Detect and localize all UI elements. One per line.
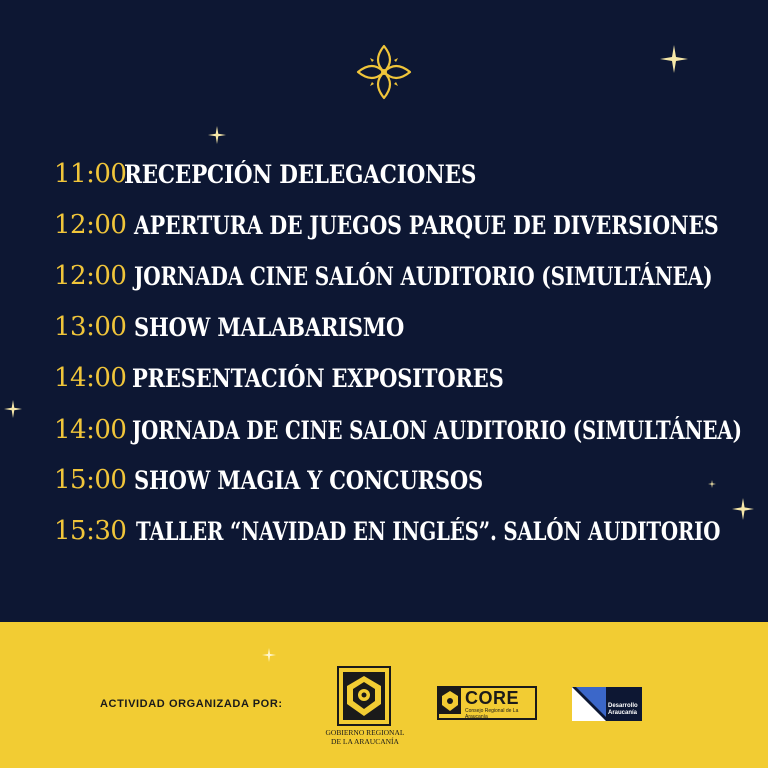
schedule-event: SHOW MALABARISMO	[134, 312, 405, 342]
schedule-event: SHOW MAGIA Y CONCURSOS	[134, 465, 484, 495]
schedule-time: 11:00	[54, 159, 127, 189]
core-emblem-icon	[439, 688, 461, 714]
ornament-icon	[352, 40, 416, 104]
schedule-item	[54, 307, 456, 347]
schedule-time: 14:00	[54, 415, 127, 445]
schedule-event: TALLER “NAVIDAD EN INGLÉS”. SALÓN AUDITORIO	[136, 516, 721, 546]
schedule-time: 15:00	[54, 465, 127, 495]
schedule-item	[54, 205, 768, 245]
footer	[0, 622, 768, 768]
desarrollo-logo	[572, 687, 642, 721]
sparkle-icon	[660, 45, 688, 73]
sparkle-icon	[708, 480, 716, 488]
schedule-event: RECEPCIÓN DELEGACIONES	[124, 159, 477, 189]
sparkle-icon	[262, 648, 276, 662]
sparkle-icon	[4, 400, 22, 418]
schedule-time: 13:00	[54, 312, 127, 342]
schedule-time: 12:00	[54, 210, 127, 240]
sparkle-icon	[208, 126, 226, 144]
schedule-item	[54, 358, 574, 398]
schedule-event: JORNADA CINE SALÓN AUDITORIO (SIMULTÁNEA)	[134, 261, 713, 291]
desarrollo-name: Desarrollo Araucanía	[608, 703, 638, 716]
core-name: CORE	[465, 688, 520, 708]
schedule-time: 14:00	[54, 363, 127, 393]
schedule-time: 15:30	[54, 516, 127, 546]
schedule-item	[54, 154, 534, 194]
triangle-icon	[572, 687, 606, 721]
schedule-event: JORNADA DE CINE SALON AUDITORIO (SIMULTÁNEA)	[132, 415, 742, 445]
gore-name: GOBIERNO REGIONAL DE LA ARAUCANÍA	[325, 728, 405, 746]
organized-by-label: ACTIVIDAD ORGANIZADA POR:	[100, 698, 283, 710]
shield-icon	[337, 666, 391, 726]
schedule-item	[54, 410, 768, 450]
schedule-item	[54, 460, 550, 500]
schedule-event: APERTURA DE JUEGOS PARQUE DE DIVERSIONES	[134, 210, 719, 240]
core-subtitle: Consejo Regional de La Araucanía	[465, 708, 519, 720]
gore-logo	[325, 666, 405, 766]
schedule-item	[54, 256, 768, 296]
core-logo	[437, 686, 537, 720]
schedule-event: PRESENTACIÓN EXPOSITORES	[132, 363, 504, 393]
schedule-item	[54, 511, 768, 551]
schedule-time: 12:00	[54, 261, 127, 291]
